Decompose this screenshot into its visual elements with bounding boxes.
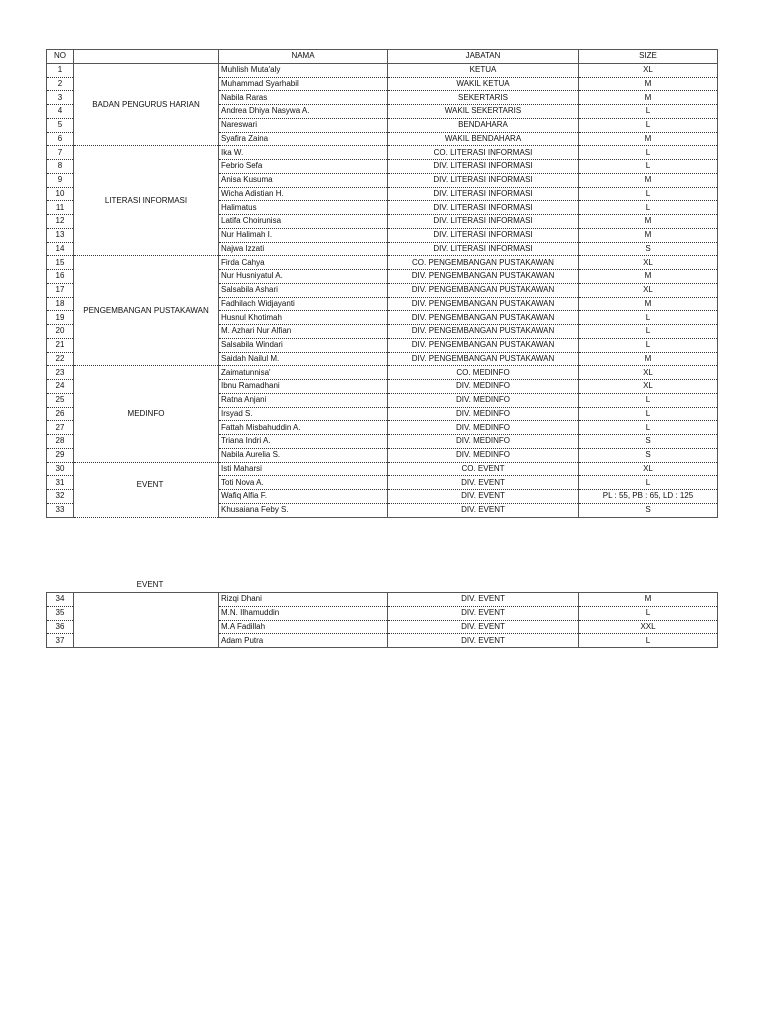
member-name: Anisa Kusuma <box>219 173 388 187</box>
shirt-size: XL <box>579 283 718 297</box>
member-name: Khusaiana Feby S. <box>219 503 388 517</box>
shirt-size: L <box>579 311 718 325</box>
member-name: Triana Indri A. <box>219 435 388 449</box>
member-name: Nabila Aurelia S. <box>219 448 388 462</box>
row-number: 13 <box>47 228 74 242</box>
shirt-size: L <box>579 105 718 119</box>
member-table-page-2 <box>46 592 718 648</box>
member-position: DIV. LITERASI INFORMASI <box>388 173 579 187</box>
member-name: Ratna Anjani <box>219 393 388 407</box>
shirt-size: L <box>579 476 718 490</box>
member-position: DIV. EVENT <box>388 476 579 490</box>
member-name: Halimatus <box>219 201 388 215</box>
member-position: CO. EVENT <box>388 462 579 476</box>
shirt-size: L <box>579 118 718 132</box>
row-number: 19 <box>47 311 74 325</box>
shirt-size: PL : 55, PB : 65, LD : 125 <box>579 490 718 504</box>
member-position: DIV. EVENT <box>388 593 579 607</box>
header-size: SIZE <box>579 50 718 64</box>
member-name: Nareswari <box>219 118 388 132</box>
member-position: WAKIL SEKERTARIS <box>388 105 579 119</box>
member-position: CO. MEDINFO <box>388 366 579 380</box>
shirt-size: M <box>579 228 718 242</box>
shirt-size: XL <box>579 63 718 77</box>
member-name: Toti Nova A. <box>219 476 388 490</box>
member-position: DIV. PENGEMBANGAN PUSTAKAWAN <box>388 338 579 352</box>
member-name: Fattah Misbahuddin A. <box>219 421 388 435</box>
member-name: Wicha Adistian H. <box>219 187 388 201</box>
division-label <box>74 462 219 517</box>
member-position: SEKERTARIS <box>388 91 579 105</box>
table-row <box>47 146 718 160</box>
member-position: CO. LITERASI INFORMASI <box>388 146 579 160</box>
shirt-size: M <box>579 297 718 311</box>
member-table-page-1 <box>46 49 718 518</box>
member-name: Nabila Raras <box>219 91 388 105</box>
shirt-size: L <box>579 325 718 339</box>
member-position: DIV. PENGEMBANGAN PUSTAKAWAN <box>388 325 579 339</box>
header-jabatan: JABATAN <box>388 50 579 64</box>
member-name: Saidah Nailul M. <box>219 352 388 366</box>
member-position: DIV. LITERASI INFORMASI <box>388 242 579 256</box>
row-number: 23 <box>47 366 74 380</box>
row-number: 37 <box>47 634 74 648</box>
shirt-size: L <box>579 393 718 407</box>
shirt-size: L <box>579 187 718 201</box>
row-number: 15 <box>47 256 74 270</box>
member-position: DIV. MEDINFO <box>388 407 579 421</box>
member-name: Isti Maharsi <box>219 462 388 476</box>
shirt-size: XL <box>579 256 718 270</box>
member-position: BENDAHARA <box>388 118 579 132</box>
shirt-size: M <box>579 132 718 146</box>
division-label: PENGEMBANGAN PUSTAKAWAN <box>74 256 219 366</box>
shirt-size: XL <box>579 366 718 380</box>
member-name: Latifa Choirunisa <box>219 215 388 229</box>
member-position: KETUA <box>388 63 579 77</box>
row-number: 27 <box>47 421 74 435</box>
row-number: 5 <box>47 118 74 132</box>
member-name: M. Azhari Nur Alfian <box>219 325 388 339</box>
member-position: DIV. EVENT <box>388 620 579 634</box>
shirt-size: L <box>579 146 718 160</box>
table-row <box>47 593 718 607</box>
row-number: 35 <box>47 606 74 620</box>
row-number: 18 <box>47 297 74 311</box>
row-number: 12 <box>47 215 74 229</box>
table-body-continued <box>47 593 718 648</box>
member-name: M.A Fadillah <box>219 620 388 634</box>
member-name: Irsyad S. <box>219 407 388 421</box>
member-position: DIV. LITERASI INFORMASI <box>388 187 579 201</box>
table-row <box>47 63 718 77</box>
row-number: 34 <box>47 593 74 607</box>
row-number: 6 <box>47 132 74 146</box>
member-name: Adam Putra <box>219 634 388 648</box>
row-number: 4 <box>47 105 74 119</box>
shirt-size: S <box>579 503 718 517</box>
row-number: 31 <box>47 476 74 490</box>
row-number: 1 <box>47 63 74 77</box>
row-number: 11 <box>47 201 74 215</box>
division-label-continued <box>74 593 219 648</box>
member-position: WAKIL KETUA <box>388 77 579 91</box>
table-row <box>47 256 718 270</box>
row-number: 36 <box>47 620 74 634</box>
shirt-size: XL <box>579 380 718 394</box>
shirt-size: S <box>579 448 718 462</box>
shirt-size: L <box>579 338 718 352</box>
table-row <box>47 462 718 476</box>
member-position: CO. PENGEMBANGAN PUSTAKAWAN <box>388 256 579 270</box>
member-position: DIV. LITERASI INFORMASI <box>388 201 579 215</box>
row-number: 17 <box>47 283 74 297</box>
shirt-size: L <box>579 606 718 620</box>
member-name: Ika W. <box>219 146 388 160</box>
header-division <box>74 50 219 64</box>
division-label: MEDINFO <box>74 366 219 462</box>
shirt-size: XL <box>579 462 718 476</box>
member-position: DIV. PENGEMBANGAN PUSTAKAWAN <box>388 283 579 297</box>
row-number: 3 <box>47 91 74 105</box>
row-number: 21 <box>47 338 74 352</box>
division-label: LITERASI INFORMASI <box>74 146 219 256</box>
member-position: DIV. EVENT <box>388 634 579 648</box>
header-nama: NAMA <box>219 50 388 64</box>
shirt-size: M <box>579 352 718 366</box>
row-number: 30 <box>47 462 74 476</box>
shirt-size: L <box>579 634 718 648</box>
row-number: 9 <box>47 173 74 187</box>
member-name: Nur Halimah I. <box>219 228 388 242</box>
table-row <box>47 366 718 380</box>
row-number: 14 <box>47 242 74 256</box>
member-name: Wafiq Alfia F. <box>219 490 388 504</box>
member-name: Febrio Sefa <box>219 160 388 174</box>
member-position: DIV. LITERASI INFORMASI <box>388 215 579 229</box>
member-name: M.N. Ilhamuddin <box>219 606 388 620</box>
row-number: 32 <box>47 490 74 504</box>
row-number: 33 <box>47 503 74 517</box>
member-name: Rizqi Dhani <box>219 593 388 607</box>
shirt-size: M <box>579 91 718 105</box>
row-number: 20 <box>47 325 74 339</box>
header-no: NO <box>47 50 74 64</box>
member-position: DIV. EVENT <box>388 490 579 504</box>
member-position: DIV. EVENT <box>388 606 579 620</box>
shirt-size: M <box>579 173 718 187</box>
member-position: DIV. MEDINFO <box>388 435 579 449</box>
row-number: 8 <box>47 160 74 174</box>
member-name: Nur Husniyatul A. <box>219 270 388 284</box>
member-name: Fadhilach Widjayanti <box>219 297 388 311</box>
member-position: DIV. PENGEMBANGAN PUSTAKAWAN <box>388 352 579 366</box>
member-position: DIV. MEDINFO <box>388 393 579 407</box>
member-position: DIV. MEDINFO <box>388 380 579 394</box>
row-number: 2 <box>47 77 74 91</box>
member-name: Muhlish Muta'aly <box>219 63 388 77</box>
header-row <box>47 50 718 64</box>
shirt-size: L <box>579 407 718 421</box>
shirt-size: S <box>579 435 718 449</box>
member-name: Syafira Zaina <box>219 132 388 146</box>
member-position: DIV. MEDINFO <box>388 448 579 462</box>
member-name: Zaimatunnisa' <box>219 366 388 380</box>
row-number: 24 <box>47 380 74 394</box>
row-number: 10 <box>47 187 74 201</box>
division-label: BADAN PENGURUS HARIAN <box>74 63 219 146</box>
member-position: DIV. LITERASI INFORMASI <box>388 160 579 174</box>
shirt-size: M <box>579 215 718 229</box>
member-name: Muhammad Syarhabil <box>219 77 388 91</box>
event-label-fragment-top: EVENT <box>136 580 164 589</box>
row-number: 7 <box>47 146 74 160</box>
member-position: DIV. LITERASI INFORMASI <box>388 228 579 242</box>
member-position: WAKIL BENDAHARA <box>388 132 579 146</box>
table-body <box>47 63 718 517</box>
shirt-size: L <box>579 201 718 215</box>
shirt-size: M <box>579 593 718 607</box>
row-number: 22 <box>47 352 74 366</box>
shirt-size: L <box>579 160 718 174</box>
member-name: Salsabila Ashari <box>219 283 388 297</box>
member-name: Salsabila Windari <box>219 338 388 352</box>
shirt-size: M <box>579 270 718 284</box>
shirt-size: L <box>579 421 718 435</box>
member-name: Andrea Dhiya Nasywa A. <box>219 105 388 119</box>
row-number: 28 <box>47 435 74 449</box>
row-number: 16 <box>47 270 74 284</box>
member-position: DIV. EVENT <box>388 503 579 517</box>
row-number: 26 <box>47 407 74 421</box>
shirt-size: S <box>579 242 718 256</box>
member-name: Firda Cahya <box>219 256 388 270</box>
member-position: DIV. PENGEMBANGAN PUSTAKAWAN <box>388 297 579 311</box>
member-position: DIV. PENGEMBANGAN PUSTAKAWAN <box>388 311 579 325</box>
event-label-fragment-bottom: EVENT <box>136 480 164 489</box>
row-number: 29 <box>47 448 74 462</box>
row-number: 25 <box>47 393 74 407</box>
member-name: Najwa Izzati <box>219 242 388 256</box>
shirt-size: XXL <box>579 620 718 634</box>
member-position: DIV. MEDINFO <box>388 421 579 435</box>
member-name: Ibnu Ramadhani <box>219 380 388 394</box>
member-name: Husnul Khotimah <box>219 311 388 325</box>
member-position: DIV. PENGEMBANGAN PUSTAKAWAN <box>388 270 579 284</box>
shirt-size: M <box>579 77 718 91</box>
